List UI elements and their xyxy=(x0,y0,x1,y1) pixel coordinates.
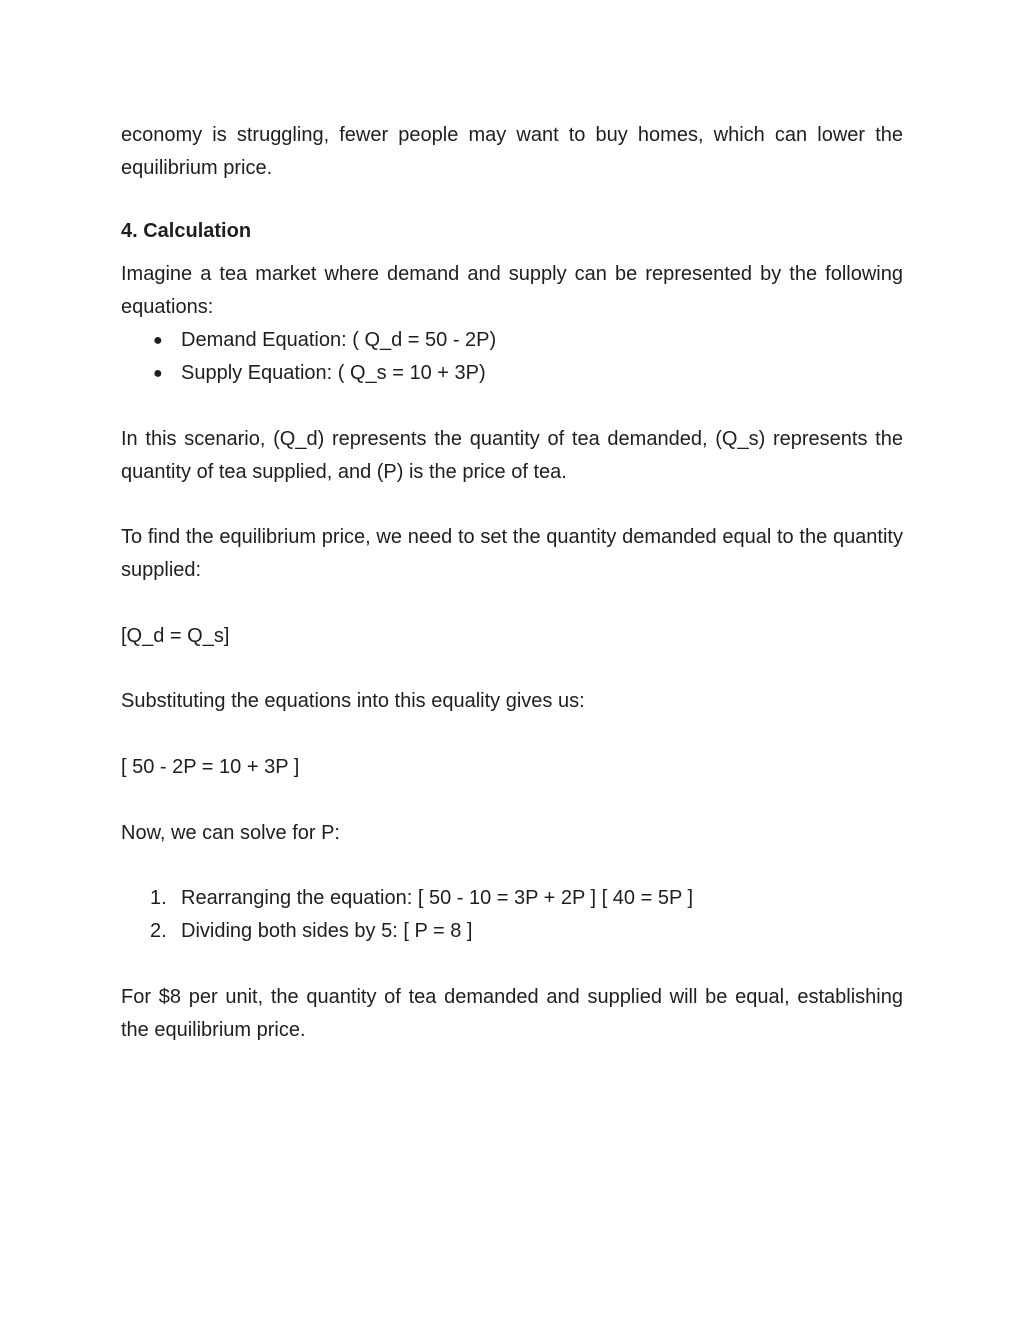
step-text: Rearranging the equation: [ 50 - 10 = 3P + 2P ] [ 40 = 5P ] xyxy=(181,887,694,909)
list-item xyxy=(121,357,903,390)
step-text: Dividing both sides by 5: [ P = 8 ] xyxy=(181,920,473,942)
solve-intro: Now, we can solve for P: xyxy=(121,822,340,844)
conclusion-paragraph: For $8 per unit, the quantity of tea demanded and supplied will be equal, establishing the equilibrium price. xyxy=(121,986,903,1041)
intro-paragraph: economy is struggling, fewer people may want to buy homes, which can lower the equilibrium price. xyxy=(121,124,903,179)
demand-equation: Demand Equation: ( Q_d = 50 - 2P) xyxy=(181,329,497,351)
equations-list xyxy=(121,324,903,390)
variables-paragraph: In this scenario, (Q_d) represents the quantity of tea demanded, (Q_s) represents the quantity of tea supplied, and (P) is the price of tea. xyxy=(121,428,903,483)
section-heading: 4. Calculation xyxy=(121,220,252,242)
list-item xyxy=(121,882,903,915)
equality-statement: [Q_d = Q_s] xyxy=(121,625,230,647)
supply-equation: Supply Equation: ( Q_s = 10 + 3P) xyxy=(181,362,486,384)
substituted-equation: [ 50 - 2P = 10 + 3P ] xyxy=(121,756,300,778)
scenario-paragraph: Imagine a tea market where demand and supply can be represented by the following equations: xyxy=(121,263,903,318)
bullet-marker: ● xyxy=(153,365,163,382)
solution-steps xyxy=(121,882,903,948)
list-item xyxy=(121,915,903,948)
list-item xyxy=(121,324,903,357)
method-paragraph: To find the equilibrium price, we need to set the quantity demanded equal to the quantity supplied: xyxy=(121,526,903,581)
step-number: 1. xyxy=(150,887,167,909)
bullet-marker: ● xyxy=(153,332,163,349)
substitution-intro: Substituting the equations into this equality gives us: xyxy=(121,690,585,712)
step-number: 2. xyxy=(150,920,167,942)
